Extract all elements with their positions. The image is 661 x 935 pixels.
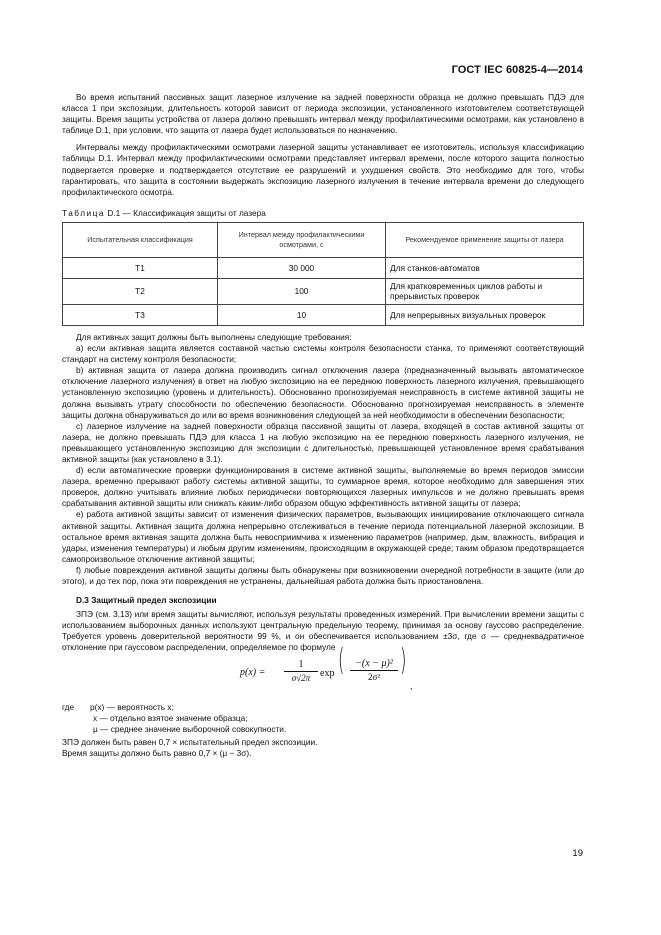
- intro-paragraph-1: Во время испытаний пассивных защит лазерное излучение на задней поверхности образца не должно превышать ПДЭ для класса 1 при экспозиции, длительность которой зависит от периода экспозиции, установленного изготовителем соответствующей защиты. Время защиты устройства от лазера должно превышать интервал между профилактическими осмотрами, как установлено в таблице D.1, при условии, что защита от лазера будет использоваться по назначению.: [62, 92, 584, 136]
- table-row: [63, 257, 584, 278]
- requirement-a: а) если активная защита является составной частью системы контроля безопасности станка, то применяют соответствующий стандарт на систему контроля безопасности;: [62, 343, 584, 365]
- requirements-intro: Для активных защит должны быть выполнены следующие требования:: [76, 331, 352, 342]
- formula-comma: ,: [410, 680, 413, 691]
- where-line: [62, 702, 584, 713]
- cell-interval: 10: [218, 304, 386, 325]
- cell-interval: 100: [218, 278, 386, 304]
- requirement-e: е) работа активной защиты зависит от изменения физических параметров, вызывающих инициирование отключающего сигнала активной защиты. Активная защита должна непрерывно отслеживаться в течение периода потенциальной лазерной экспозиции. В остальное время активная защита должна быть невосприимчива к изменению параметров (например, дым, влажность, вибрация и удары, изменения температуры) и любым другим изменениям, происходящим в окружающей среде; таким образом предотвращается самопроизвольное отключение активной защиты;: [62, 509, 584, 564]
- table-row: [63, 304, 584, 325]
- cell-class: T2: [63, 278, 218, 304]
- requirement-d: d) если автоматические проверки функционирования в системе активной защиты, выполняемые во время периодов эмиссии лазера, временно прерывают работу системы активной защиты, то суммарное время, которое необходимо для завершения этих проверок, должно учитывать влияние любых периодически повторяющихся лазерных импульсов и не должно превышать время срабатывания активной защиты или снижать каким-либо образом общую эффективность активной защиты от лазера;: [62, 465, 584, 509]
- page-number: 19: [572, 848, 583, 859]
- table-row: [63, 278, 584, 304]
- exponent-denominator: 2σ²: [367, 671, 381, 682]
- closing-line-1: ЗПЭ должен быть равен 0,7 × испытательный предел экспозиции.: [62, 736, 318, 747]
- right-paren-icon: ): [400, 642, 407, 678]
- table-caption-title: D.1 — Классификация защиты от лазера: [107, 207, 266, 218]
- intro-paragraph-2: Интервалы между профилактическими осмотрами лазерной защиты устанавливает ее изготовитель, используя классификацию таблицы D.1. Интервал между профилактическими осмотрами представляет интервал времени, после которого защита полностью подвергается проверке и подтверждается отсутствие ее разрушений и ухудшения свойств. Это необходимо для того, чтобы гарантировать, что защита в состоянии выдержать экспозицию лазерного излучения в течение интервала времени до следующего профилактического осмотра.: [62, 142, 584, 197]
- header-application: Рекомендуемое применение защиты от лазера: [386, 222, 584, 257]
- cell-use: Для непрерывных визуальных проверок: [386, 304, 584, 325]
- standard-header: ГОСТ IEC 60825-4—2014: [451, 64, 583, 76]
- cell-class: T3: [63, 304, 218, 325]
- cell-interval: 30 000: [218, 257, 386, 278]
- header-interval: Интервал между профилактическими осмотрами, с: [218, 222, 386, 257]
- where-item-x: x — отдельно взятое значение образца;: [93, 712, 248, 723]
- exponent-numerator: −(x − μ)²: [350, 658, 398, 671]
- formula-exp: exp: [320, 667, 335, 679]
- section-text: ЗПЭ (см. 3.13) или время защиты вычисляют, используя результаты проведенных измерений. При вычислении времени защиты с использованием выборочных данных используют центральную предельную теорему, принимая за основу гауссово распределение. Требуется уровень доверительной вероятности 99 %, и он обеспечивается использованием ±3σ, где σ — среднеквадратичное отклонение при гауссовом распределении, определяемое по формуле: [62, 609, 584, 653]
- cell-use: Для станков-автоматов: [386, 257, 584, 278]
- closing-line-2: Время защиты должно быть равно 0,7 × (μ − 3σ).: [62, 747, 252, 758]
- formula-denominator: σ√2π: [291, 672, 311, 683]
- gauss-formula: [62, 642, 584, 699]
- classification-table: [62, 222, 584, 326]
- requirement-b: b) активная защита от лазера должна производить сигнал отключения лазера (предназначенный вызывать автоматическое отключение лазерного излучения) в ответ на любую экспозицию на ее переднюю поверхность лазерного излучения, превышающего установленную экспозицию (уровень и длительность). Обоснованно прогнозируемая неисправность в системе активной защиты не должна вызывать утрату способности по обеспечению безопасности. Обоснованно прогнозируемая неисправность в элементе защиты должна обнаруживаться до или во время возникновения следующей за ней необходимости в обеспечении безопасности;: [62, 365, 584, 420]
- where-item-mu: μ — среднее значение выборочной совокупности.: [93, 723, 287, 734]
- table-header-row: [63, 222, 584, 257]
- formula-numerator: 1: [284, 659, 318, 672]
- formula-fraction: [284, 659, 318, 684]
- header-classification: Испытательная классификация: [63, 222, 218, 257]
- cell-class: T1: [63, 257, 218, 278]
- formula-exponent-fraction: [350, 658, 398, 683]
- table-caption: [62, 208, 584, 219]
- page-body: [62, 92, 584, 759]
- section-heading: D.3 Защитный предел экспозиции: [76, 595, 217, 606]
- table-caption-prefix: Таблица: [62, 207, 106, 218]
- requirement-c: с) лазерное излучение на задней поверхности образца пассивной защиты от лазера, входящей в состав активной защиты от лазера, не должно превышать ПДЭ для класса 1 на любую экспозицию на ее переднюю поверхность лазерного излучения, не превышающего установленную экспозицию для экспозиции с длительностью, превышающей установленное время срабатывания активной защиты (как установлено в 3.1).: [62, 420, 584, 464]
- requirement-f: f) любые повреждения активной защиты должны быть обнаружены при возникновении очередной потребности в защите (или до этого), и до тех пор, пока эти повреждения не устранены, дальнейшая работа должна быть приостановлена.: [62, 564, 584, 586]
- formula-lhs: p(x) =: [240, 666, 266, 678]
- where-label: где: [62, 701, 75, 712]
- where-item-px: p(x) — вероятность x;: [90, 701, 174, 712]
- left-paren-icon: (: [338, 642, 345, 678]
- cell-use: Для кратковременных циклов работы и прерывистых проверок: [386, 278, 584, 304]
